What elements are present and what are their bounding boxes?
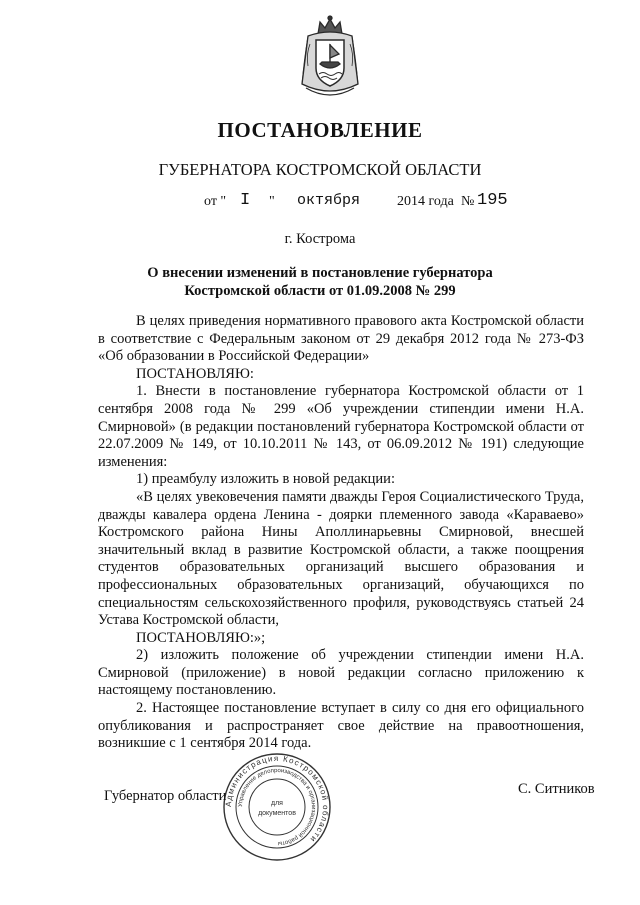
paragraph-subitem-2: 2) изложить положение об учреждении стипендии имени Н.А. Смирновой (приложение) в новой редакции согласно приложению к настоящему постановлению.: [98, 647, 584, 699]
paragraph-resolve: ПОСТАНОВЛЯЮ:: [136, 365, 254, 382]
date-month: октября: [297, 192, 361, 209]
date-quote-close: ": [269, 194, 275, 209]
document-title: ПОСТАНОВЛЕНИЕ: [217, 118, 423, 142]
paragraph-preamble: В целях приведения нормативного правового акта Костромской области в соответствие с Федеральным законом от 29 декабря 2012 года № 273-ФЗ «Об образовании в Российской Федерации»: [98, 313, 584, 365]
paragraph-item-2: 2. Настоящее постановление вступает в силу со дня его официального опубликования и распространяет свое действие на правоотношения, возникшие с 1 сентября 2014 года.: [98, 700, 584, 752]
signatory-position: Губернатор области: [104, 788, 227, 804]
stamp-inner-text: Управление делопроизводства и организационной работы: [237, 767, 317, 847]
heading-line-2: Костромской области от 01.09.2008 № 299: [184, 283, 456, 299]
paragraph-resolve-quoted: ПОСТАНОВЛЯЮ:»;: [136, 629, 266, 646]
coat-of-arms-emblem: [296, 14, 364, 104]
stamp-center-line-2: документов: [258, 810, 296, 817]
stamp-center-line-1: для: [271, 800, 283, 807]
document-number: 195: [477, 191, 508, 210]
document-body: [98, 313, 584, 753]
paragraph-new-preamble: «В целях увековечения памяти дважды Героя Социалистического Труда, дважды кавалера ордена Ленина - доярки племенного завода «Караваево» Костромского района Нины Аполлинарьевны Смирновой, внесшей значительный вклад в развитие Костромской области, а также поощрения студентов образовательных организаций высшего образования и профессиональных образовательных организаций, обучающихся по специальностям сельскохозяйственного профиля, руководствуясь статьей 24 Устава Костромской области,: [98, 488, 584, 629]
document-heading: [0, 264, 640, 300]
stamp-outer-text: Администрация Костромской области: [223, 753, 331, 845]
date-prefix: от ": [204, 194, 227, 209]
official-stamp: [222, 752, 332, 862]
paragraph-subitem-1: 1) преамбулу изложить в новой редакции:: [136, 471, 395, 488]
city: г. Кострома: [284, 231, 356, 247]
signatory-name: С. Ситников: [518, 781, 595, 797]
number-label: №: [461, 194, 475, 209]
date-year: 2014 года: [397, 194, 454, 209]
date-day: I: [240, 191, 251, 210]
issuer-subtitle: ГУБЕРНАТОРА КОСТРОМСКОЙ ОБЛАСТИ: [158, 160, 482, 179]
heading-line-1: О внесении изменений в постановление губернатора: [147, 265, 493, 281]
paragraph-item-1: 1. Внести в постановление губернатора Костромской области от 1 сентября 2008 года № 299 «Об учреждении стипендии имени Н.А. Смирновой» (в редакции постановлений губернатора Костромской области от 22.07.2009 № 149, от 10.10.2011 № 143, от 06.09.2012 № 191) следующие изменения:: [98, 383, 584, 470]
